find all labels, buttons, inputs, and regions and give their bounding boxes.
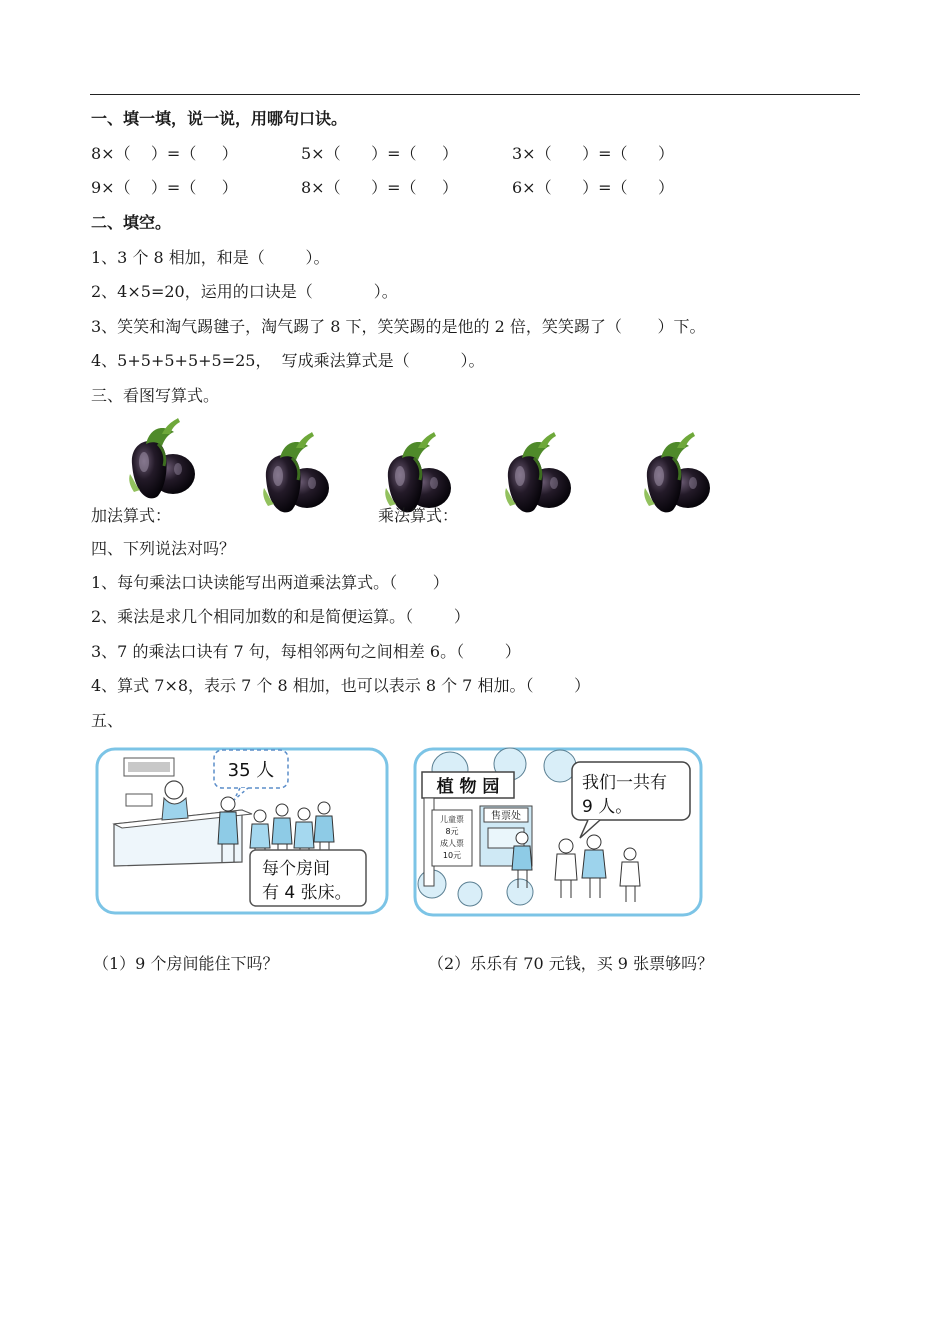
fill-cell: 3×（ ）=（ ） bbox=[512, 144, 675, 163]
judge-item: 3、7 的乘法口诀有 7 句，每相邻两句之间相差 6。（ ） bbox=[91, 642, 521, 661]
judge-item: 1、每句乘法口诀读能写出两道乘法算式。（ ） bbox=[91, 573, 449, 592]
word-problem-question: （1）9 个房间能住下吗？ bbox=[93, 954, 279, 973]
fill-cell: 6×（ ）=（ ） bbox=[512, 178, 675, 197]
eggplant-image bbox=[252, 428, 332, 516]
eggplant-image bbox=[494, 428, 574, 516]
gate-text: 植 物 园 bbox=[436, 777, 500, 797]
word-problem-question: （2）乐乐有 70 元钱，买 9 张票够吗？ bbox=[428, 954, 714, 973]
question-item: 4、5+5+5+5+5=25， 写成乘法算式是（ ）。 bbox=[91, 351, 485, 370]
multiplication-label: 乘法算式： bbox=[378, 506, 459, 525]
bubble-line: 9 人。 bbox=[582, 797, 633, 817]
eggplant-image bbox=[118, 414, 198, 502]
price-line: 8元 bbox=[445, 827, 459, 836]
question-item: 2、4×5=20，运用的口诀是（ ）。 bbox=[91, 282, 398, 301]
price-line: 成人票 bbox=[440, 839, 464, 848]
booth-text: 售票处 bbox=[491, 811, 521, 822]
hotel-scene-illustration bbox=[92, 744, 392, 920]
section1-title: 一、填一填，说一说，用哪句口诀。 bbox=[91, 109, 348, 128]
section3-title: 三、看图写算式。 bbox=[91, 386, 220, 405]
question-item: 3、笑笑和淘气踢毽子，淘气踢了 8 下，笑笑踢的是他的 2 倍，笑笑踢了（ ）下。 bbox=[91, 317, 706, 336]
sign-line: 有 4 张床。 bbox=[262, 883, 352, 903]
fill-cell: 8×（ ）=（ ） bbox=[301, 178, 458, 197]
bubble-text: 35 人 bbox=[227, 760, 275, 781]
section5-title: 五、 bbox=[91, 711, 124, 730]
price-line: 儿童票 bbox=[440, 815, 464, 824]
addition-label: 加法算式： bbox=[91, 506, 172, 525]
eggplant-image bbox=[374, 428, 454, 516]
price-line: 10元 bbox=[442, 851, 462, 860]
fill-cell: 5×（ ）=（ ） bbox=[301, 144, 458, 163]
top-rule bbox=[90, 94, 860, 95]
question-item: 1、3 个 8 相加，和是（ ）。 bbox=[91, 248, 330, 267]
judge-item: 2、乘法是求几个相同加数的和是简便运算。（ ） bbox=[91, 607, 470, 626]
judge-item: 4、算式 7×8，表示 7 个 8 相加，也可以表示 8 个 7 相加。（ ） bbox=[91, 676, 591, 695]
fill-cell: 8×（ ）=（ ） bbox=[91, 144, 238, 163]
section4-title: 四、下列说法对吗？ bbox=[91, 539, 236, 558]
section2-title: 二、填空。 bbox=[91, 213, 172, 232]
bubble-line: 我们一共有 bbox=[582, 773, 667, 793]
eggplant-image bbox=[633, 428, 713, 516]
botanical-garden-illustration bbox=[410, 744, 706, 920]
fill-cell: 9×（ ）=（ ） bbox=[91, 178, 238, 197]
sign-line: 每个房间 bbox=[262, 859, 330, 879]
